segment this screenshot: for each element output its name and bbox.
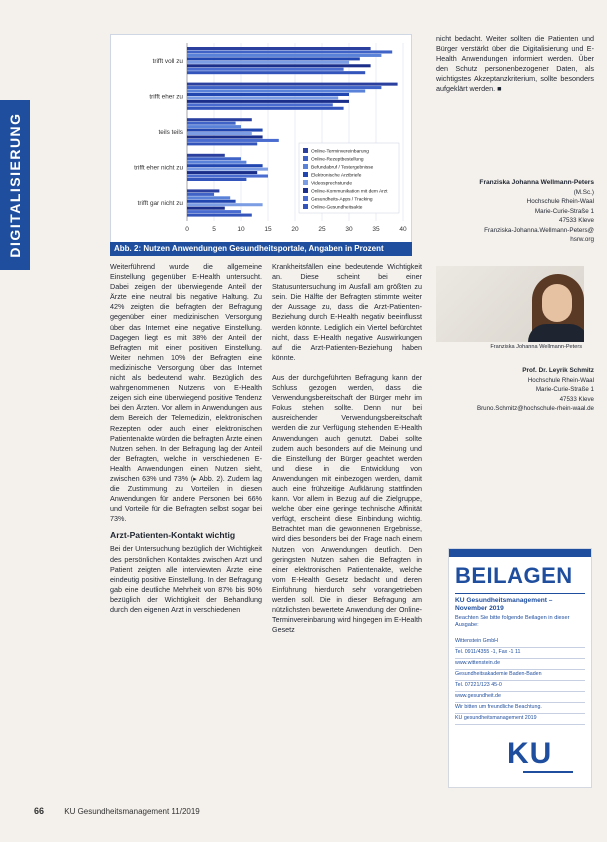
list-item: Gesundheitsakademie Baden-Baden xyxy=(455,670,585,681)
bar xyxy=(187,64,371,67)
list-item: Wir bitten um freundliche Beachtung. xyxy=(455,703,585,714)
list-item: Tel. 07221/123 45-0 xyxy=(455,681,585,692)
author-email[interactable]: hsrw.org xyxy=(570,236,594,243)
list-item: www.gesundheit.de xyxy=(455,692,585,703)
legend-label: Online-Gesundheitsakte xyxy=(311,205,363,211)
list-item: KU gesundheitsmanagement 2019 xyxy=(455,714,585,725)
bar xyxy=(187,68,344,71)
photo-caption: Franziska Johanna Wellmann-Peters xyxy=(490,344,582,350)
ku-logo: KU xyxy=(507,737,553,770)
y-category-label: teils teils xyxy=(158,129,183,136)
bar xyxy=(187,214,252,217)
x-tick-label: 15 xyxy=(264,226,272,233)
text-column-2 xyxy=(272,262,422,635)
bar xyxy=(187,107,344,110)
paragraph: Krankheitsfällen eine bedeutende Wichtigkeit an. Diese scheint bei einer Statusuntersuchung im Ausfall am größten zu sein. Die Hälfte der Befragten stimmte weiter der Aussage zu, dass die Arzt-Patienten-Beziehung durch E-Health negativ beeinflusst werden könnte. Lediglich ein Viertel befürchtet nicht, dass E-Health negative Auswirkungen auf die Arzt-Patienten-Beziehung haben könnte. xyxy=(272,262,422,362)
bar xyxy=(187,210,241,213)
bar-chart-panel xyxy=(110,34,412,256)
author-email[interactable]: Franziska-Johanna.Wellmann-Peters@ xyxy=(484,226,594,234)
bar xyxy=(187,96,338,99)
paragraph: Aus der durchgeführten Befragung kann der Schluss gezogen werden, dass die Verwendungsbereitschaft der Bürger mehr im Fokus stehen sollte. Denn nur bei ausreichender Verwendungsbereitschaft werden die zur Verfügung stehenden E-Health Anwendungen auch genutzt. Dabei sollte zudem auch besonders auf die Meinung und die Einstellung der Bürger geachtet werden und diese in die Entwicklung von Anwendungen mit einbezogen werden, damit auch eine frühzeitige Aufklärung stattfinden kann. Vor allem in Bezug auf die Zielgruppe, welche über eine geringe technische Affinität verfügt, erscheint diese Einbindung wichtig. Betrachtet man die gewonnenen Ergebnisse, wird dies besonders bei der Frage nach einem Nutzen von Anwendungen deutlich. Den geringsten Nutzen sahen die Befragten in einer elektronischen Patientenakte, welche vom E-Health Gesetz bedacht und deren Einführung hierdurch sehr vorangetrieben werden soll. Die in dieser Befragung am nützlichsten bewertete Anwendung der Online-Terminvereinbarung wird hingegen im E-Health Gesetz xyxy=(272,372,422,635)
list-item: www.wittenstein.de xyxy=(455,659,585,670)
bar xyxy=(187,161,246,164)
page-footer xyxy=(34,806,200,816)
bar xyxy=(187,86,381,89)
beilagen-band xyxy=(449,549,591,557)
author-address: Marie-Curie-Straße 1 xyxy=(534,207,594,215)
beilagen-list xyxy=(455,637,585,725)
legend-label: Online-Rezeptbestellung xyxy=(311,157,364,163)
beilagen-title: BEILAGEN xyxy=(455,563,573,588)
bar xyxy=(187,61,349,64)
bar xyxy=(187,118,252,121)
author-photo xyxy=(436,266,584,342)
bar xyxy=(187,178,246,181)
y-category-label: trifft gar nicht zu xyxy=(137,200,183,208)
bar xyxy=(187,189,219,192)
legend-swatch xyxy=(303,204,308,209)
section-tab xyxy=(0,100,30,270)
bar xyxy=(187,207,225,210)
bar xyxy=(187,154,225,157)
legend-swatch xyxy=(303,172,308,177)
bar xyxy=(187,203,263,206)
chart-caption: Abb. 2: Nutzen Anwendungen Gesundheitsportale, Angaben in Prozent xyxy=(110,242,412,256)
bar xyxy=(187,57,360,60)
paragraph: nicht bedacht. Weiter sollten die Patienten und Bürger verstärkt über die Digitalisierung und E-Health Anwendungen informiert werden. Über den Schutz personenbezogener Daten, als wichtigstes Akzeptanzkriterium, sollte besonders aufgeklärt werden. ■ xyxy=(436,34,594,94)
bar xyxy=(187,129,263,132)
paragraph: Bei der Untersuchung bezüglich der Wichtigkeit des persönlichen Kontaktes zwischen Arzt und Patient zeigten alle interviewten Ärzte eine eindeutig positive Einstellung. In der Befragung gab eine deutliche Mehrheit von 87% bis 90% bezüglich der Wichtigkeit der Behandlung durch den eigenen Arzt in verschiedenen xyxy=(110,544,262,614)
x-tick-label: 25 xyxy=(318,226,326,233)
author-address: Hochschule Rhein-Waal xyxy=(527,376,594,384)
legend-swatch xyxy=(303,148,308,153)
bar xyxy=(187,50,392,53)
x-tick-label: 10 xyxy=(237,226,245,233)
x-tick-label: 20 xyxy=(291,226,299,233)
ku-logo-underline xyxy=(523,771,573,773)
bar xyxy=(187,196,230,199)
page-number: 66 xyxy=(34,806,45,816)
author-name: Prof. Dr. Leyrik Schmitz xyxy=(522,367,594,374)
bar xyxy=(187,175,268,178)
author-address: 47533 Kleve xyxy=(558,217,594,224)
legend-label: Online-Kommunikation mit dem Arzt xyxy=(311,189,388,195)
author-info-1 xyxy=(436,178,594,245)
y-category-label: trifft voll zu xyxy=(152,57,183,65)
bar xyxy=(187,100,349,103)
bar xyxy=(187,171,257,174)
x-tick-label: 30 xyxy=(345,226,353,233)
legend-swatch xyxy=(303,196,308,201)
bar xyxy=(187,164,263,167)
list-item: Tel. 0911/4355 -1, Fax -1 11 xyxy=(455,648,585,659)
paragraph: Weiterführend wurde die allgemeine Einstellung gegenüber E-Health untersucht. Dabei zeigen der überwiegende Anteil der Ärzte eine neutral bis negative Haltung. Zu 42% zeigten die befragten der Befragung gegenüber einer medizinischen Versorgung über das Internet eine negative Einstellung. Dagegen liegt es mit 38% der Anteil der Befragten mit einer positiven Einstellung. Weiter nehmen 10% der Befragten eine medizinische Versorgung über das Internet nicht als bedeutend wahr. Bezüglich des wahrgenommenen Nutzens von E-Health zeigen sich eine überwiegend positive Tendenz bei den Ärzten. Vor allem in Anwendungen aus dem Bereich der Telemedizin, elektronischen Rezepten oder auch einer elektronischen Patientenakte würden die befragten Ärzte einen Nutzen sehen. In der Befragung lag der Anteil der Befragten, welche in verschiedenen E-Health Anwendungen einen Nutzen sieht, zwischen 63% und 73% (▸ Abb. 2). Zudem lag die Zustimmung zu Vorteilen in diesen Anwendungen für andere Personen bei 66% und Vorteile für die Befragten selbst sogar bei 73%. xyxy=(110,262,262,524)
legend-label: Elektronische Arztbriefe xyxy=(311,173,362,179)
bar xyxy=(187,83,398,86)
bar xyxy=(187,168,268,171)
bar xyxy=(187,125,241,128)
bar xyxy=(187,122,236,125)
y-category-label: trifft eher zu xyxy=(149,93,183,101)
bar-chart xyxy=(111,35,411,243)
section-tab-label: DIGITALISIERUNG xyxy=(7,112,23,258)
journal-name: KU Gesundheitsmanagement 11/2019 xyxy=(64,807,200,816)
author-address: Hochschule Rhein-Waal xyxy=(526,198,594,205)
beilagen-subtext: Beachten Sie bitte folgende Beilagen in dieser Ausgabe: xyxy=(455,615,570,628)
legend-swatch xyxy=(303,188,308,193)
legend-label: Videosprechstunde xyxy=(311,181,352,187)
bar xyxy=(187,93,349,96)
x-tick-label: 40 xyxy=(399,226,407,233)
bar xyxy=(187,142,257,145)
legend-swatch xyxy=(303,180,308,185)
bar xyxy=(187,135,263,138)
text-column-3 xyxy=(436,34,594,95)
author-address: Marie-Curie-Straße 1 xyxy=(535,386,594,393)
author-degree: (M.Sc.) xyxy=(573,188,594,196)
bar xyxy=(187,103,333,106)
bar xyxy=(187,71,365,74)
x-tick-label: 35 xyxy=(372,226,380,233)
author-info-2 xyxy=(436,366,594,414)
legend-label: Gesundheits-Apps / Tracking xyxy=(311,197,373,203)
x-tick-label: 5 xyxy=(212,226,216,233)
text-column-1 xyxy=(110,262,262,615)
bar xyxy=(187,90,365,93)
legend-label: Online-Terminvereinbarung xyxy=(311,149,369,155)
bar xyxy=(187,132,252,135)
beilagen-subtitle: KU Gesundheitsmanagement – November 2019 xyxy=(455,597,553,613)
bar xyxy=(187,200,236,203)
bar xyxy=(187,193,214,196)
bar xyxy=(187,47,371,50)
bar xyxy=(187,139,279,142)
beilagen-box xyxy=(448,548,592,788)
x-tick-label: 0 xyxy=(185,226,189,233)
section-heading: Arzt-Patienten-Kontakt wichtig xyxy=(110,530,236,541)
divider xyxy=(455,593,585,594)
y-category-label: trifft eher nicht zu xyxy=(134,164,183,172)
list-item: Wittenstein GmbH xyxy=(455,637,585,648)
author-name: Franziska Johanna Wellmann-Peters xyxy=(479,179,594,186)
author-email[interactable]: Bruno.Schmitz@hochschule-rhein-waal.de xyxy=(476,405,594,412)
legend-label: Befundabruf / Testergebnisse xyxy=(311,165,374,171)
author-address: 47533 Kleve xyxy=(559,395,594,403)
bar xyxy=(187,54,381,57)
legend-swatch xyxy=(303,156,308,161)
legend-swatch xyxy=(303,164,308,169)
bar xyxy=(187,157,241,160)
